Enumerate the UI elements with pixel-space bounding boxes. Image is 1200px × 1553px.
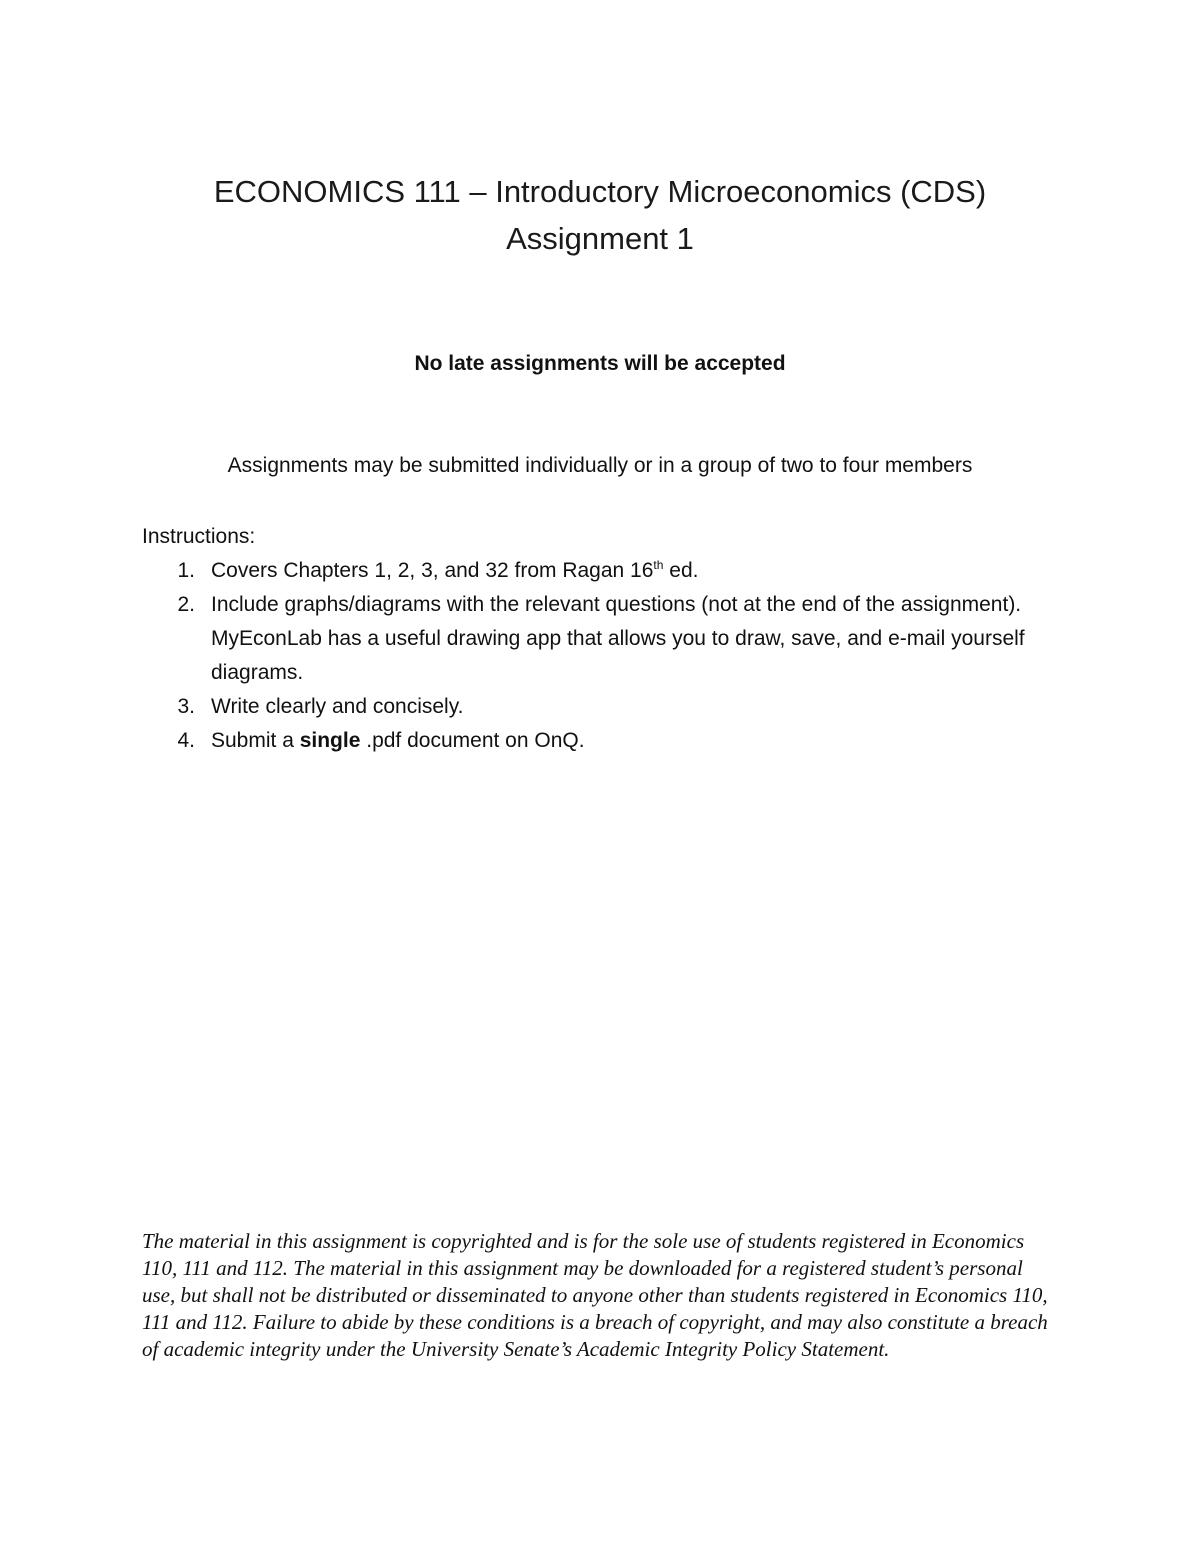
instructions-heading: Instructions: bbox=[142, 525, 256, 548]
instruction-text-part: .pdf document on OnQ. bbox=[360, 729, 585, 752]
instruction-text-part: Covers Chapters 1, 2, 3, and 32 from Ragan 16 bbox=[211, 559, 654, 582]
copyright-notice: The material in this assignment is copyrighted and is for the sole use of students registered in Economics 110, 111 and 112. The material in this assignment may be downloaded for a registered student’s personal use, but shall not be distributed or disseminated to anyone other than students registered in Economics 110, 111 and 112. Failure to abide by these conditions is a breach of copyright, and may also constitute a breach of academic integrity under the University Senate’s Academic Integrity Policy Statement. bbox=[142, 1229, 1048, 1361]
instruction-text bbox=[211, 554, 1042, 588]
emphasis-single: single bbox=[299, 729, 361, 752]
instruction-text bbox=[211, 724, 1042, 758]
instruction-text-part: Submit a bbox=[211, 729, 300, 752]
late-policy-notice: No late assignments will be accepted bbox=[414, 352, 786, 375]
instruction-item-1 bbox=[142, 554, 1042, 588]
group-policy-notice: Assignments may be submitted individually or in a group of two to four members bbox=[227, 454, 973, 477]
course-title: ECONOMICS 111 – Introductory Microeconomics (CDS) bbox=[213, 174, 987, 209]
instruction-number: 2. bbox=[177, 593, 195, 616]
instruction-number: 3. bbox=[177, 695, 195, 718]
instruction-number: 1. bbox=[177, 559, 195, 582]
instruction-text-part: ed. bbox=[663, 559, 699, 582]
title-block bbox=[0, 168, 1200, 262]
instruction-number: 4. bbox=[177, 729, 195, 752]
instructions-section bbox=[142, 520, 1042, 758]
instruction-item-3 bbox=[142, 690, 1042, 724]
instruction-text: Include graphs/diagrams with the relevant questions (not at the end of the assignment). MyEconLab has a useful drawing app that allows you to draw, save, and e-mail yourself diagrams. bbox=[211, 593, 1025, 684]
assignment-title: Assignment 1 bbox=[506, 221, 694, 256]
instructions-list bbox=[142, 554, 1042, 758]
instruction-item-4 bbox=[142, 724, 1042, 758]
ordinal-superscript: th bbox=[653, 558, 664, 572]
instruction-item-2 bbox=[142, 588, 1042, 690]
instruction-text: Write clearly and concisely. bbox=[211, 695, 464, 718]
